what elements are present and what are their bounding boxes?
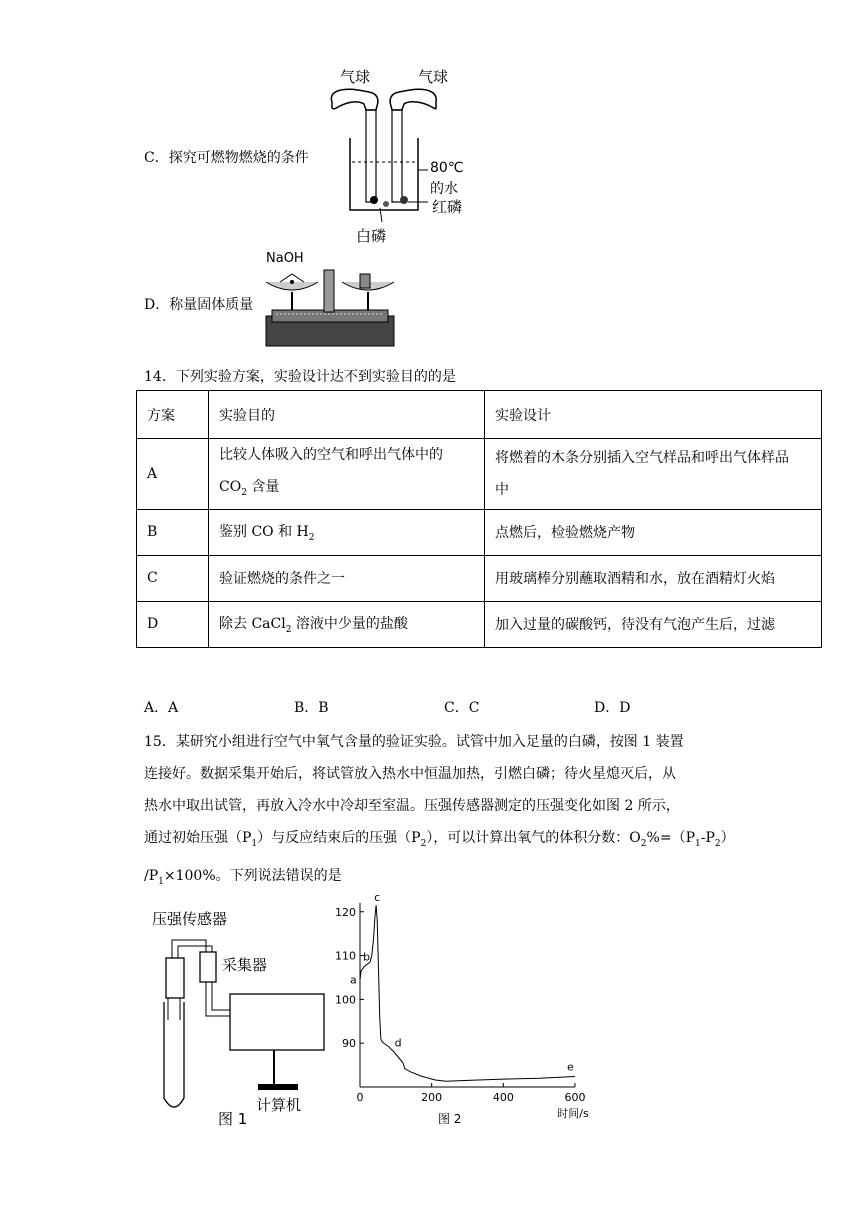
- row-c-purpose: 验证燃烧的条件之一: [209, 555, 485, 601]
- x-tick-label: 0: [356, 1091, 364, 1104]
- balloon-left-label: 气球: [340, 68, 371, 86]
- q15-text: 15．某研究小组进行空气中氧气含量的验证实验。试管中加入足量的白磷，按图 1 装置 连接好。数据采集开始后，将试管放入热水中恒温加热，引燃白磷；待火星熄灭后，从 热水中取出试管，再放入冷水中冷却至室温。压强传感器测定的压强变化如图 2 所示， 通过初始压强$(P_1)$与反应结束后的压强$(P_2)$，可以计算出氧气的体积分数：$O_2\%=(P_1-P_2)$ $/P_1\times 100\%$。下列说法错误的是: [144, 734, 735, 887]
- white-phosphorus: [370, 196, 378, 204]
- choice-a[interactable]: A．A: [144, 700, 179, 716]
- row-c-design: 用玻璃棒分别蘸取酒精和水，放在酒精灯火焰: [485, 555, 822, 601]
- x-tick-label: 400: [492, 1091, 514, 1104]
- row-a-id: A: [137, 439, 209, 510]
- header-purpose: 实验目的: [209, 391, 485, 439]
- left-test-tube: [366, 110, 376, 202]
- row-a-design: 将燃着的木条分别插入空气样品和呼出气体样品 中: [485, 439, 822, 510]
- point-label-a: a: [350, 973, 357, 987]
- table-row: [137, 509, 822, 555]
- y-tick-label: 110: [335, 949, 356, 963]
- balance-figure: [262, 252, 402, 352]
- computer-stand: [258, 1084, 298, 1090]
- row-a-purpose: 比较人体吸入的空气和呼出气体中的 $CO_2$ 含量: [209, 439, 485, 510]
- computer-box: [230, 994, 324, 1050]
- header-plan: 方案: [137, 391, 209, 439]
- y-tick-label: 100: [335, 993, 356, 1007]
- point-label-d: d: [394, 1036, 402, 1050]
- computer-label: 计算机: [256, 1096, 302, 1114]
- y-tick-label: 90: [342, 1037, 356, 1051]
- table-row: [137, 555, 822, 601]
- row-b-design: 点燃后，检验燃烧产物: [485, 509, 822, 555]
- point-label-e: e: [567, 1060, 574, 1074]
- point-label-b: b: [363, 950, 371, 964]
- right-balloon: [390, 89, 436, 110]
- figure1-apparatus: [150, 920, 340, 1130]
- row-b-id: B: [137, 509, 209, 555]
- weight: [360, 274, 370, 288]
- x-tick-label: 600: [564, 1091, 586, 1104]
- row-b-purpose: 鉴别 CO 和 $H_2$: [209, 509, 485, 555]
- row-d-id: D: [137, 601, 209, 647]
- table-row: [137, 601, 822, 647]
- left-balloon: [331, 89, 378, 110]
- water-temp-label: 80℃: [430, 160, 464, 176]
- y-tick-label: 120: [335, 905, 356, 919]
- balloon-right-label: 气球: [418, 68, 449, 86]
- option-c-label: C．探究可燃物燃烧的条件: [144, 150, 309, 166]
- q14-stem: 14．下列实验方案，实验设计达不到实验目的的是: [144, 369, 456, 385]
- red-phosphorus-label: 红磷: [432, 198, 463, 216]
- right-test-tube: [392, 110, 402, 202]
- table-row: [137, 439, 822, 510]
- table-header-row: [137, 391, 822, 439]
- sensor-box: [166, 958, 184, 998]
- row-c-id: C: [137, 555, 209, 601]
- pressure-line: [360, 905, 575, 1081]
- collector-box: [200, 952, 216, 982]
- test-tube: [164, 1002, 184, 1107]
- choice-b[interactable]: B．B: [294, 700, 329, 716]
- row-d-purpose: 除去 CaCl$_2$ 溶液中少量的盐酸: [209, 601, 485, 647]
- x-axis-label: 时间/s: [557, 1107, 589, 1120]
- choice-d[interactable]: D．D: [594, 700, 631, 716]
- balance-pointer: [324, 270, 334, 312]
- sensor-label: 压强传感器: [152, 910, 228, 928]
- row-d-design: 加入过量的碳酸钙，待没有气泡产生后，过滤: [485, 601, 822, 647]
- choice-c[interactable]: C．C: [444, 700, 480, 716]
- x-tick-label: 200: [421, 1091, 443, 1104]
- collector-label: 采集器: [222, 956, 268, 974]
- water-label: 的水: [430, 181, 458, 197]
- combustion-apparatus-figure: [318, 62, 458, 252]
- pressure-chart: [330, 895, 600, 1135]
- figure2-caption: 图 2: [437, 1112, 462, 1126]
- header-design: 实验设计: [485, 391, 822, 439]
- point-label-c: c: [374, 895, 381, 905]
- figure1-caption: 图 1: [218, 1110, 248, 1128]
- white-phosphorus-label: 白磷: [356, 227, 387, 245]
- naoh-label: NaOH: [266, 251, 304, 266]
- option-d-label: D．称量固体质量: [144, 297, 254, 313]
- red-phosphorus: [400, 196, 408, 204]
- q14-table: [136, 390, 822, 648]
